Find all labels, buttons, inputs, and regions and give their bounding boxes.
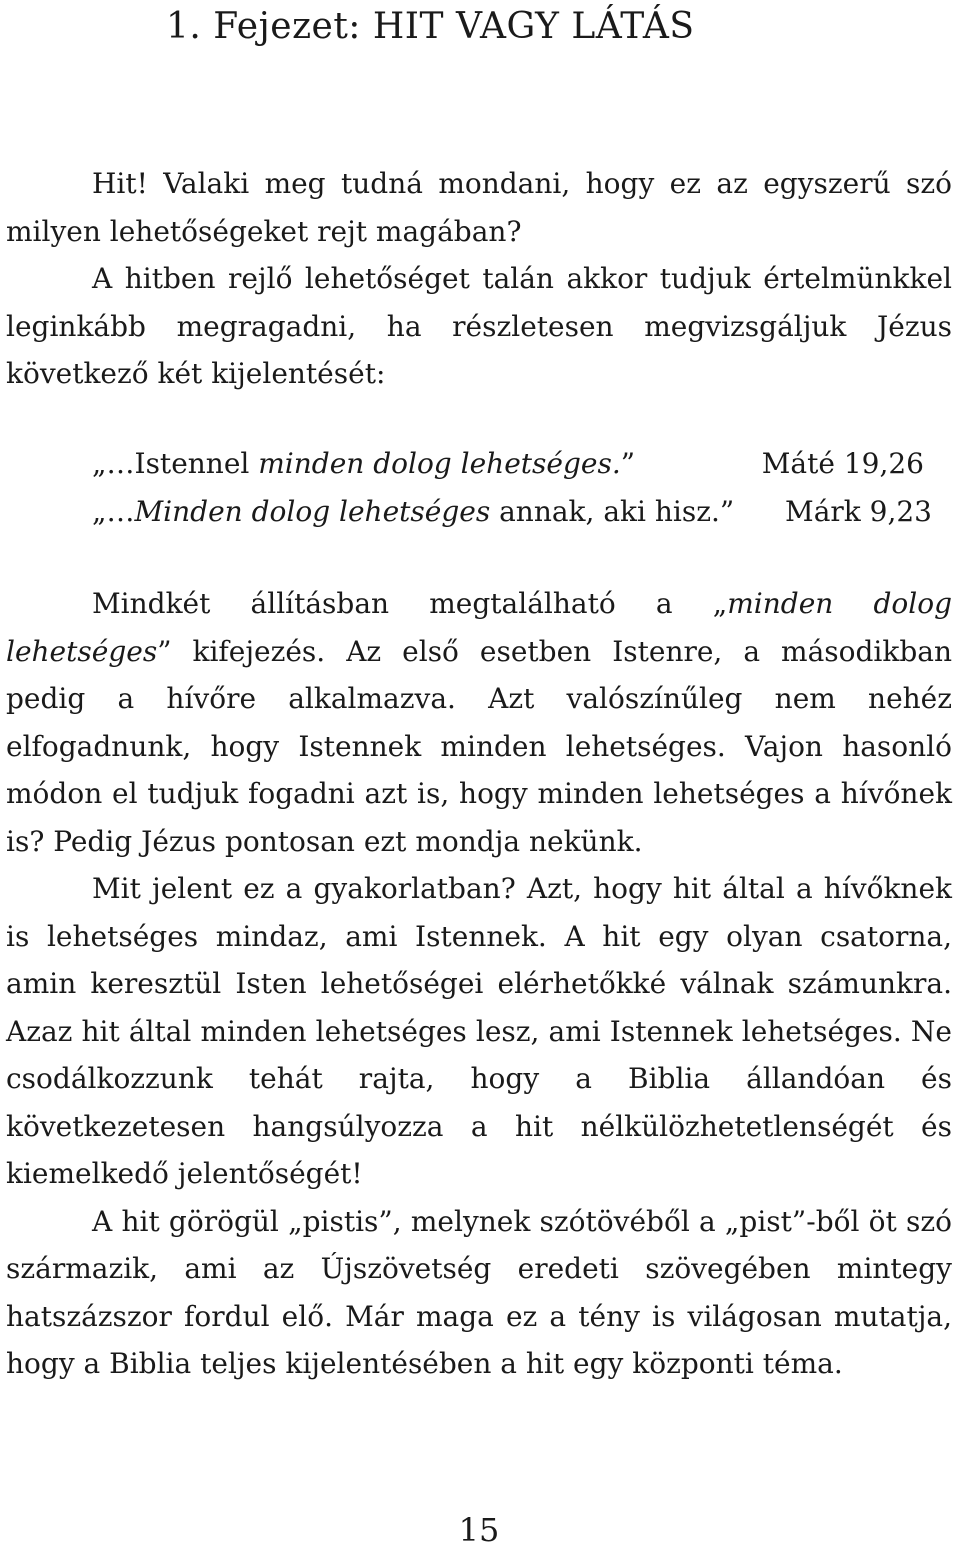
page-number: 15 [458, 1511, 500, 1549]
quote-reference: Márk 9,23 [785, 495, 932, 528]
chapter-title: 1. Fejezet: HIT VAGY LÁTÁS [166, 6, 695, 47]
paragraph-1-italic: minden dolog lehetséges [6, 587, 953, 668]
quote-italic: Minden dolog lehetséges [134, 495, 491, 528]
quote-mark [92, 488, 952, 536]
paragraph-1 [6, 580, 952, 865]
paragraph-1-end: ” kifejezés. Az első esetben Istenre, a másodikban pedig a hívőre alkalmazva. Azt valószínűleg nem nehéz elfogadnunk, hogy Istennek minden lehetséges. Vajon hasonló módon el tudjuk fogadni azt is, hogy minden lehetséges a hívőnek is? Pedig Jézus pontosan ezt mondja nekünk. [6, 634, 952, 858]
quote-open: „… [92, 495, 135, 528]
paragraph-2: Mit jelent ez a gyakorlatban? Azt, hogy hit által a hívőknek is lehetséges mindaz, ami Istennek. A hit egy olyan csatorna, amin keresztül Isten lehetőségei elérhetőkké válnak számunkra. Azaz hit által minden lehetséges lesz, ami Istennek lehetséges. Ne csodálkozzunk tehát rajta, hogy a Biblia állandóan és következetesen hangsúlyozza a hit nélkülözhetetlenségét és kiemelkedő jelentőségét! [6, 872, 952, 1190]
quote-italic: minden dolog lehetséges. [258, 447, 621, 480]
quote-reference: Máté 19,26 [761, 447, 924, 480]
intro-paragraph [6, 160, 952, 398]
paragraph-3: A hit görögül „pistis”, melynek szótövéből a „pist”-ből öt szó származik, ami az Újszövetség eredeti szövegében mintegy hatszázszor fordul elő. Már maga ez a tény is világosan mutatja, hogy a Biblia teljes kijelentésében a hit egy központi téma. [6, 1204, 952, 1380]
quote-close: ” [620, 447, 636, 480]
book-page [6, 0, 952, 1556]
quote-open: „…Istennel [92, 447, 259, 480]
quote-matthew [92, 440, 952, 488]
scripture-quotes [92, 440, 952, 536]
quote-close: annak, aki hisz.” [490, 495, 735, 528]
intro-line-2: A hitben rejlő lehetőséget talán akkor tudjuk értelmünkkel leginkább megragadni, ha részletesen megvizsgáljuk Jézus következő két kijelentését: [6, 262, 952, 390]
quote-text [92, 488, 734, 536]
main-text [6, 580, 952, 1388]
intro-line-1: Hit! Valaki meg tudná mondani, hogy ez az egyszerű szó milyen lehetőségeket rejt magában? [6, 167, 952, 248]
quote-text [92, 440, 635, 488]
paragraph-1-start: Mindkét állításban megtalálható a „ [92, 587, 728, 620]
